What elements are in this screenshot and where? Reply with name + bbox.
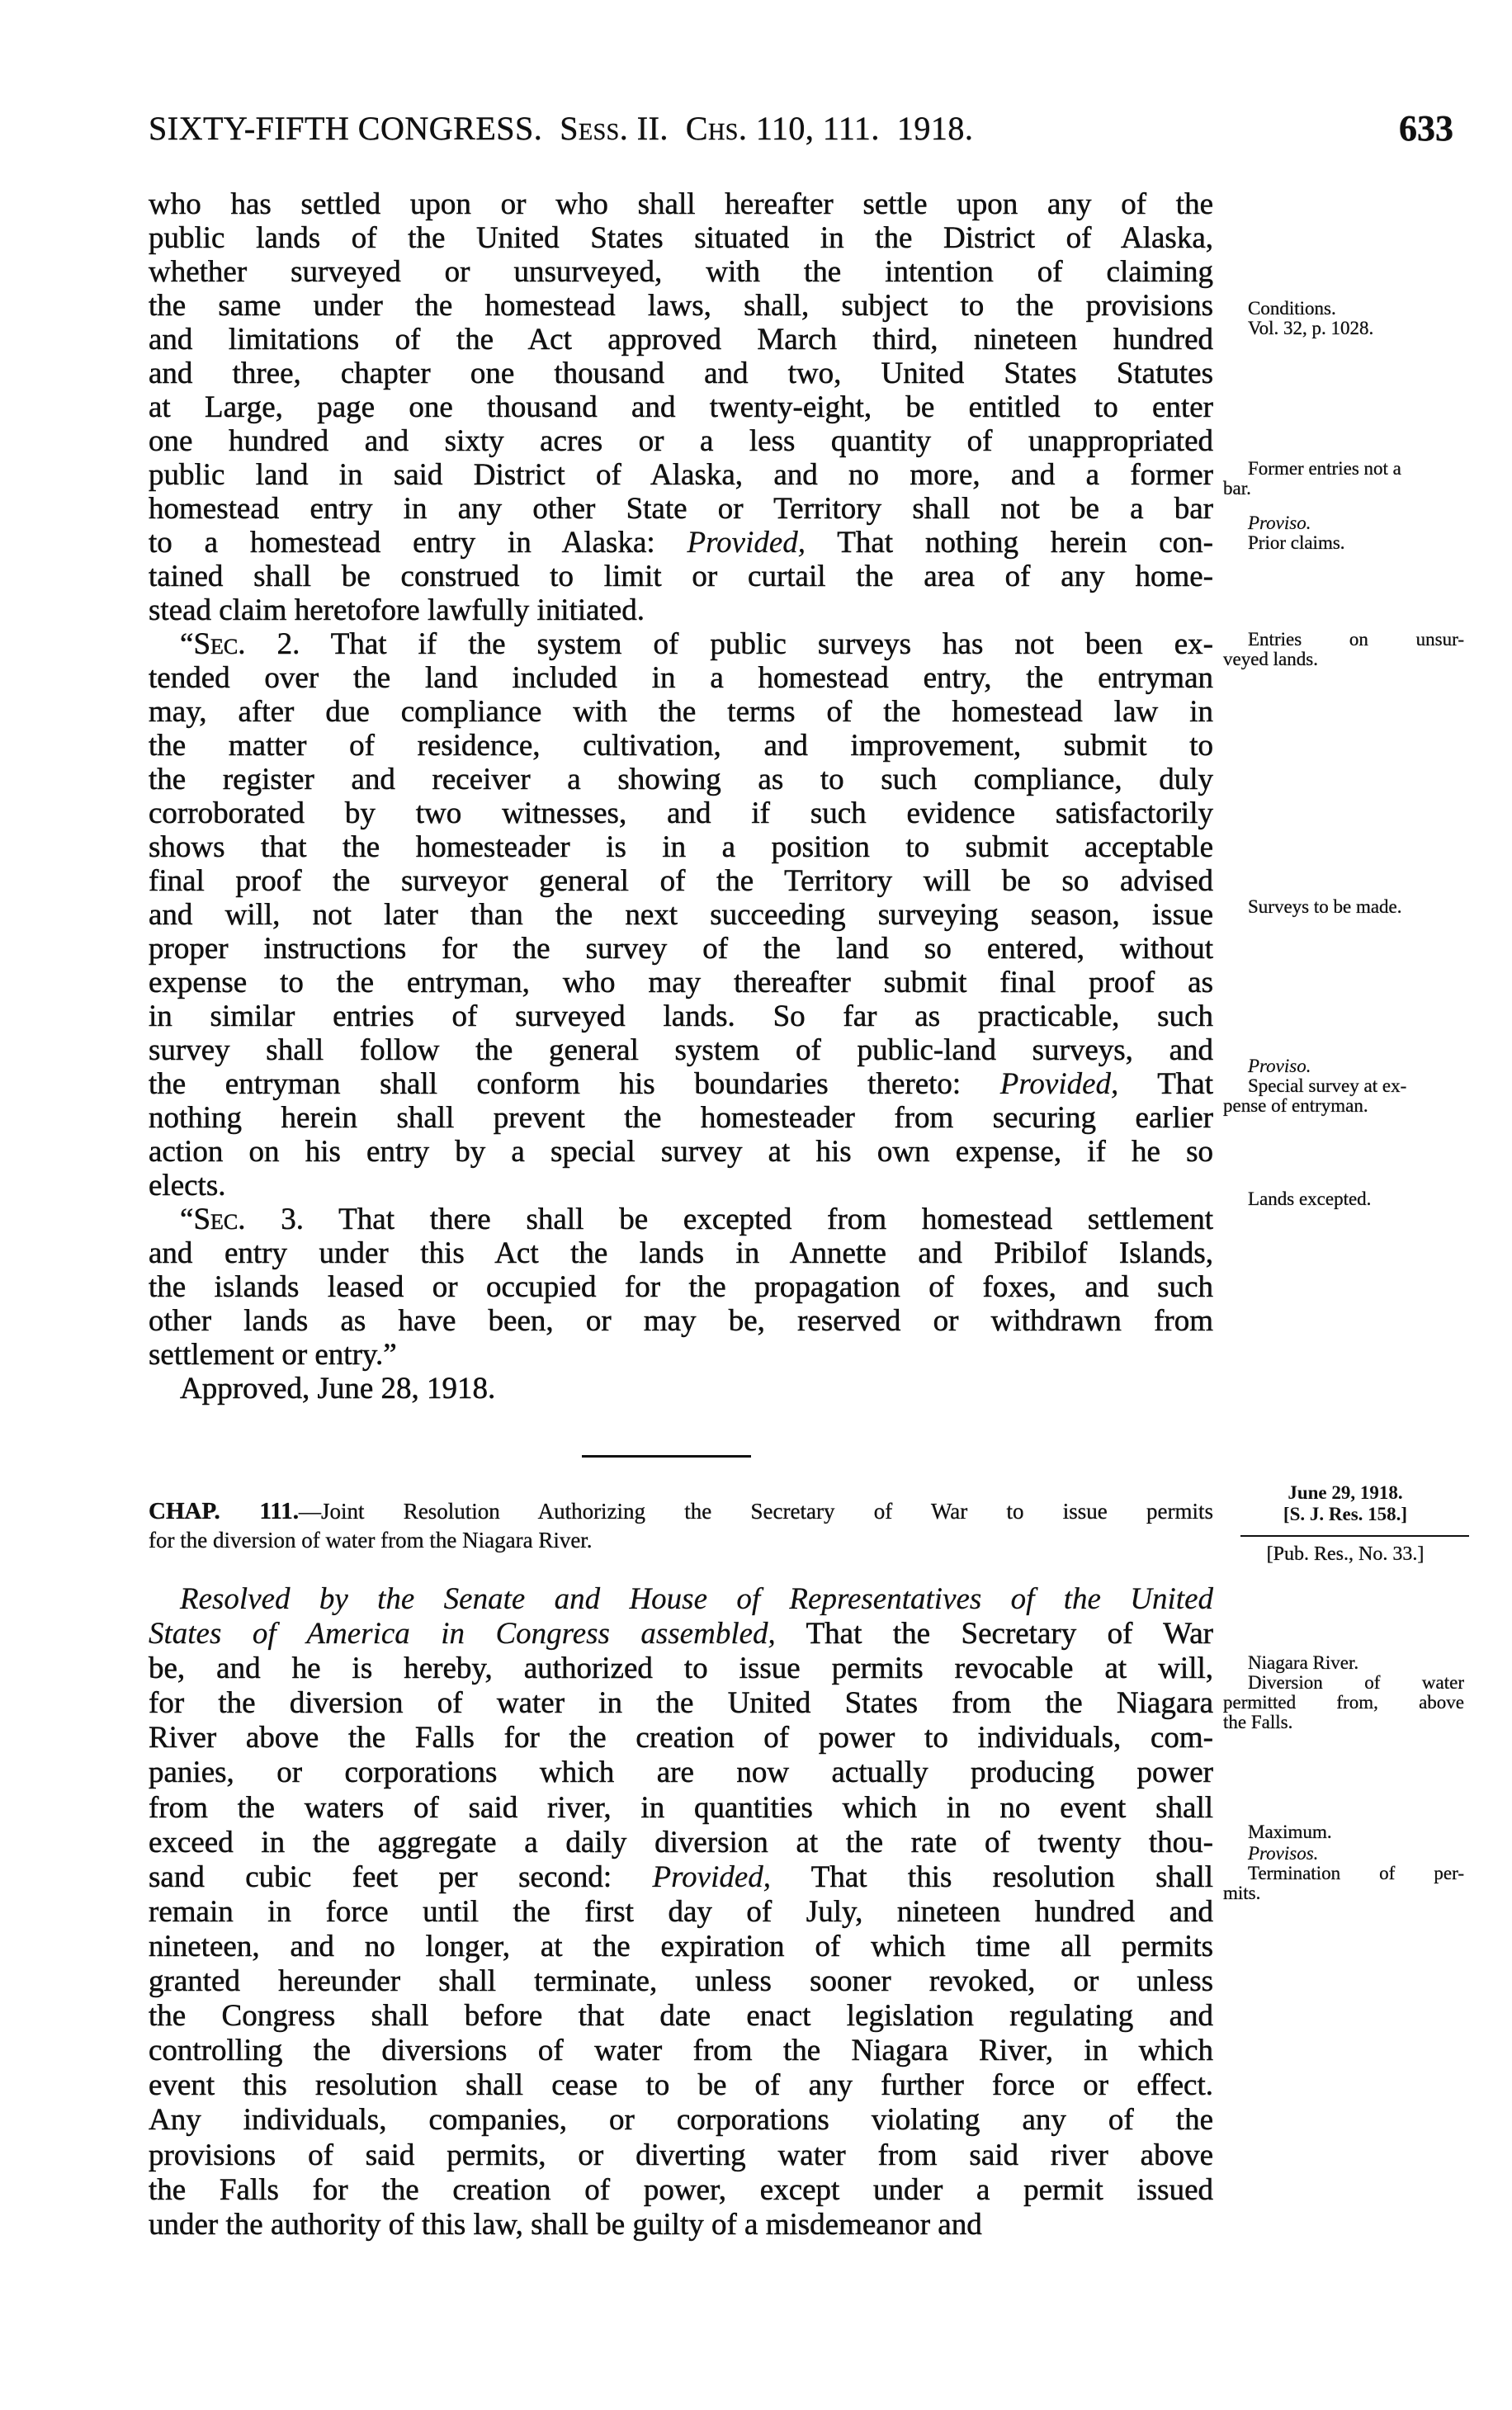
text-segment: to a homestead entry in Alaska: (149, 526, 687, 560)
text-line: exceed in the aggregate a daily diversion at the rate of twenty thou- (149, 1825, 1213, 1859)
note-line: mits. (1223, 1883, 1261, 1903)
text-line: and three, chapter one thousand and two, United States Statutes (149, 357, 1213, 390)
text-line: provisions of said permits, or diverting water from said river above (149, 2138, 1213, 2172)
margin-note-surveys: Surveys to be made. (1248, 896, 1402, 917)
text-line: and entry under this Act the lands in Annette and Pribilof Islands, (149, 1236, 1213, 1270)
text-line (149, 627, 1213, 661)
text-line: be, and he is hereby, authorized to issue permits revocable at will, (149, 1652, 1213, 1686)
text-line: other lands as have been, or may be, reserved or withdrawn from (149, 1304, 1213, 1338)
heading-text: —Joint Resolution Authorizing the Secretary of War to issue permits (299, 1499, 1213, 1524)
public-resolution-note: [Pub. Res., No. 33.] (1266, 1543, 1425, 1565)
text-line: expense to the entryman, who may thereafter submit final proof as (149, 966, 1213, 999)
text-segment: That the Secretary of War (775, 1617, 1213, 1652)
text-segment: the entryman shall conform his boundaries thereto: (149, 1067, 1000, 1101)
text-segment: “ (180, 627, 194, 661)
page-number: 633 (1399, 108, 1453, 149)
text-line: action on his entry by a special survey at his own expense, if he so (149, 1135, 1213, 1169)
note-line: the Falls. (1223, 1712, 1293, 1732)
chapter-111-heading (149, 1497, 1213, 1555)
text-line: and will, not later than the next succeeding surveying season, issue (149, 898, 1213, 932)
text-line: under the authority of this law, shall be guilty of a misdemeanor and (149, 2207, 982, 2242)
text-line: the register and receiver a showing as to such compliance, duly (149, 763, 1213, 796)
text-line: survey shall follow the general system of public-land surveys, and (149, 1033, 1213, 1067)
text-line: public land in said District of Alaska, and no more, and a former (149, 458, 1213, 492)
note-line: Conditions. (1248, 298, 1336, 319)
text-line: final proof the surveyor general of the Territory will be so advised (149, 864, 1213, 898)
text-line: may, after due compliance with the terms of the homestead law in (149, 695, 1213, 729)
text-line (149, 1860, 1213, 1895)
margin-note-special-survey (1223, 1056, 1407, 1116)
text-line: corroborated by two witnesses, and if such evidence satisfactorily (149, 796, 1213, 830)
text-line: for the diversion of water in the United States from the Niagara (149, 1686, 1213, 1721)
bill-number-note: [S. J. Res. 158.] (1283, 1504, 1408, 1524)
text-line: settlement or entry.” (149, 1338, 397, 1372)
text-line: Any individuals, companies, or corporations violating any of the (149, 2103, 1213, 2138)
italic-text: Provided, (999, 1067, 1119, 1101)
text-line: stead claim heretofore lawfully initiated. (149, 593, 645, 627)
italic-text: States of America in Congress assembled, (149, 1617, 776, 1652)
note-line: pense of entryman. (1223, 1095, 1368, 1116)
text-line (149, 1067, 1213, 1101)
text-line: the matter of residence, cultivation, and improvement, submit to (149, 729, 1213, 763)
note-line: Former entries not a (1248, 458, 1401, 479)
margin-note-prior-claims (1248, 513, 1345, 553)
page-header (149, 109, 1469, 149)
text-line: tended over the land included in a homestead entry, the entryman (149, 661, 1213, 695)
chapter-110-text (149, 187, 1213, 1406)
chapter-111-text (149, 1582, 1213, 2242)
text-line: controlling the diversions of water from the Niagara River, in which (149, 2034, 1213, 2068)
text-line: and limitations of the Act approved March third, nineteen hundred (149, 323, 1213, 357)
chapters: Chs. 110, 111. (685, 110, 880, 147)
margin-note-maximum: Maximum. (1248, 1822, 1332, 1842)
text-segment: That nothing herein con- (806, 526, 1213, 560)
text-line: event this resolution shall cease to be of any further force or effect. (149, 2068, 1213, 2103)
text-line (149, 1203, 1213, 1236)
text-line: shows that the homesteader is in a position to submit acceptable (149, 830, 1213, 864)
session: Sess. II. (560, 110, 669, 147)
text-line (149, 1582, 1213, 1617)
margin-rule (1240, 1535, 1469, 1537)
note-line: bar. (1223, 478, 1251, 499)
text-line (149, 526, 1213, 560)
text-line: in similar entries of surveyed lands. So far as practicable, such (149, 999, 1213, 1033)
text-line: one hundred and sixty acres or a less quantity of unappropriated (149, 424, 1213, 458)
margin-note-termination (1223, 1844, 1464, 1903)
margin-note-unsurveyed (1223, 630, 1464, 669)
margin-note-niagara (1223, 1653, 1464, 1732)
note-line: permitted from, above (1223, 1692, 1464, 1713)
italic-text: Provided, (687, 526, 806, 560)
text-line: River above the Falls for the creation of power to individuals, com- (149, 1721, 1213, 1756)
text-line: at Large, page one thousand and twenty-eight, be entitled to enter (149, 390, 1213, 424)
text-line: Approved, June 28, 1918. (180, 1372, 496, 1406)
text-line: granted hereunder shall terminate, unless sooner revoked, or unless (149, 1964, 1213, 1999)
text-line: remain in force until the first day of July, nineteen hundred and (149, 1894, 1213, 1929)
text-line: who has settled upon or who shall hereafter settle upon any of the (149, 187, 1213, 221)
text-segment: “ (180, 1203, 194, 1236)
heading-text-2: for the diversion of water from the Niagara River. (149, 1528, 593, 1552)
text-line: the islands leased or occupied for the propagation of foxes, and such (149, 1270, 1213, 1304)
note-line: Special survey at ex- (1248, 1075, 1407, 1096)
note-line: Provisos. (1248, 1843, 1319, 1864)
section-divider (582, 1455, 751, 1458)
margin-note-former-entries (1223, 459, 1401, 499)
text-line: elects. (149, 1169, 226, 1203)
text-line: tained shall be construed to limit or curtail the area of any home- (149, 560, 1213, 593)
text-segment: 2. That if the system of public surveys has not been ex- (245, 627, 1213, 661)
text-line: nineteen, and no longer, at the expiration of which time all permits (149, 1929, 1213, 1963)
running-title (149, 109, 973, 148)
approval-date-note: June 29, 1918. (1288, 1482, 1403, 1503)
congress-title: SIXTY-FIFTH CONGRESS. (149, 110, 543, 147)
note-line: Vol. 32, p. 1028. (1248, 318, 1374, 338)
note-line: Niagara River. (1248, 1652, 1359, 1673)
text-segment: That this resolution shall (771, 1859, 1213, 1894)
italic-text: Resolved by the Senate and House of Representatives of the United (180, 1582, 1213, 1616)
text-line: the same under the homestead laws, shall, subject to the provisions (149, 289, 1213, 323)
note-line: Prior claims. (1248, 532, 1345, 553)
chapter-label: CHAP. 111. (149, 1498, 300, 1524)
margin-note-conditions (1248, 299, 1373, 338)
text-line: the Falls for the creation of power, except under a permit issued (149, 2172, 1213, 2207)
text-line: homestead entry in any other State or Territory shall not be a bar (149, 492, 1213, 526)
note-line: Entries on unsur- (1248, 629, 1464, 650)
text-segment: 3. That there shall be excepted from homestead settlement (245, 1203, 1213, 1236)
text-line: proper instructions for the survey of the land so entered, without (149, 932, 1213, 966)
note-line: Termination of per- (1248, 1863, 1464, 1883)
text-line (149, 1617, 1213, 1652)
text-line: whether surveyed or unsurveyed, with the intention of claiming (149, 255, 1213, 289)
text-line: nothing herein shall prevent the homesteader from securing earlier (149, 1101, 1213, 1135)
section-label: Sec. (193, 1203, 246, 1236)
note-line: Diversion of water (1248, 1672, 1464, 1693)
note-line: veyed lands. (1223, 649, 1318, 669)
text-segment: That (1118, 1067, 1213, 1101)
section-label: Sec. (193, 627, 246, 661)
note-line: Proviso. (1248, 513, 1311, 533)
italic-text: Provided, (652, 1859, 772, 1894)
year: 1918. (896, 110, 974, 147)
text-line: panies, or corporations which are now actually producing power (149, 1756, 1213, 1790)
text-segment: sand cubic feet per second: (149, 1859, 653, 1894)
note-line: Proviso. (1248, 1056, 1311, 1076)
text-line: from the waters of said river, in quantities which in no event shall (149, 1790, 1213, 1825)
text-line: public lands of the United States situated in the District of Alaska, (149, 221, 1213, 255)
text-line: the Congress shall before that date enact legislation regulating and (149, 1999, 1213, 2034)
margin-note-lands-excepted: Lands excepted. (1248, 1188, 1372, 1209)
